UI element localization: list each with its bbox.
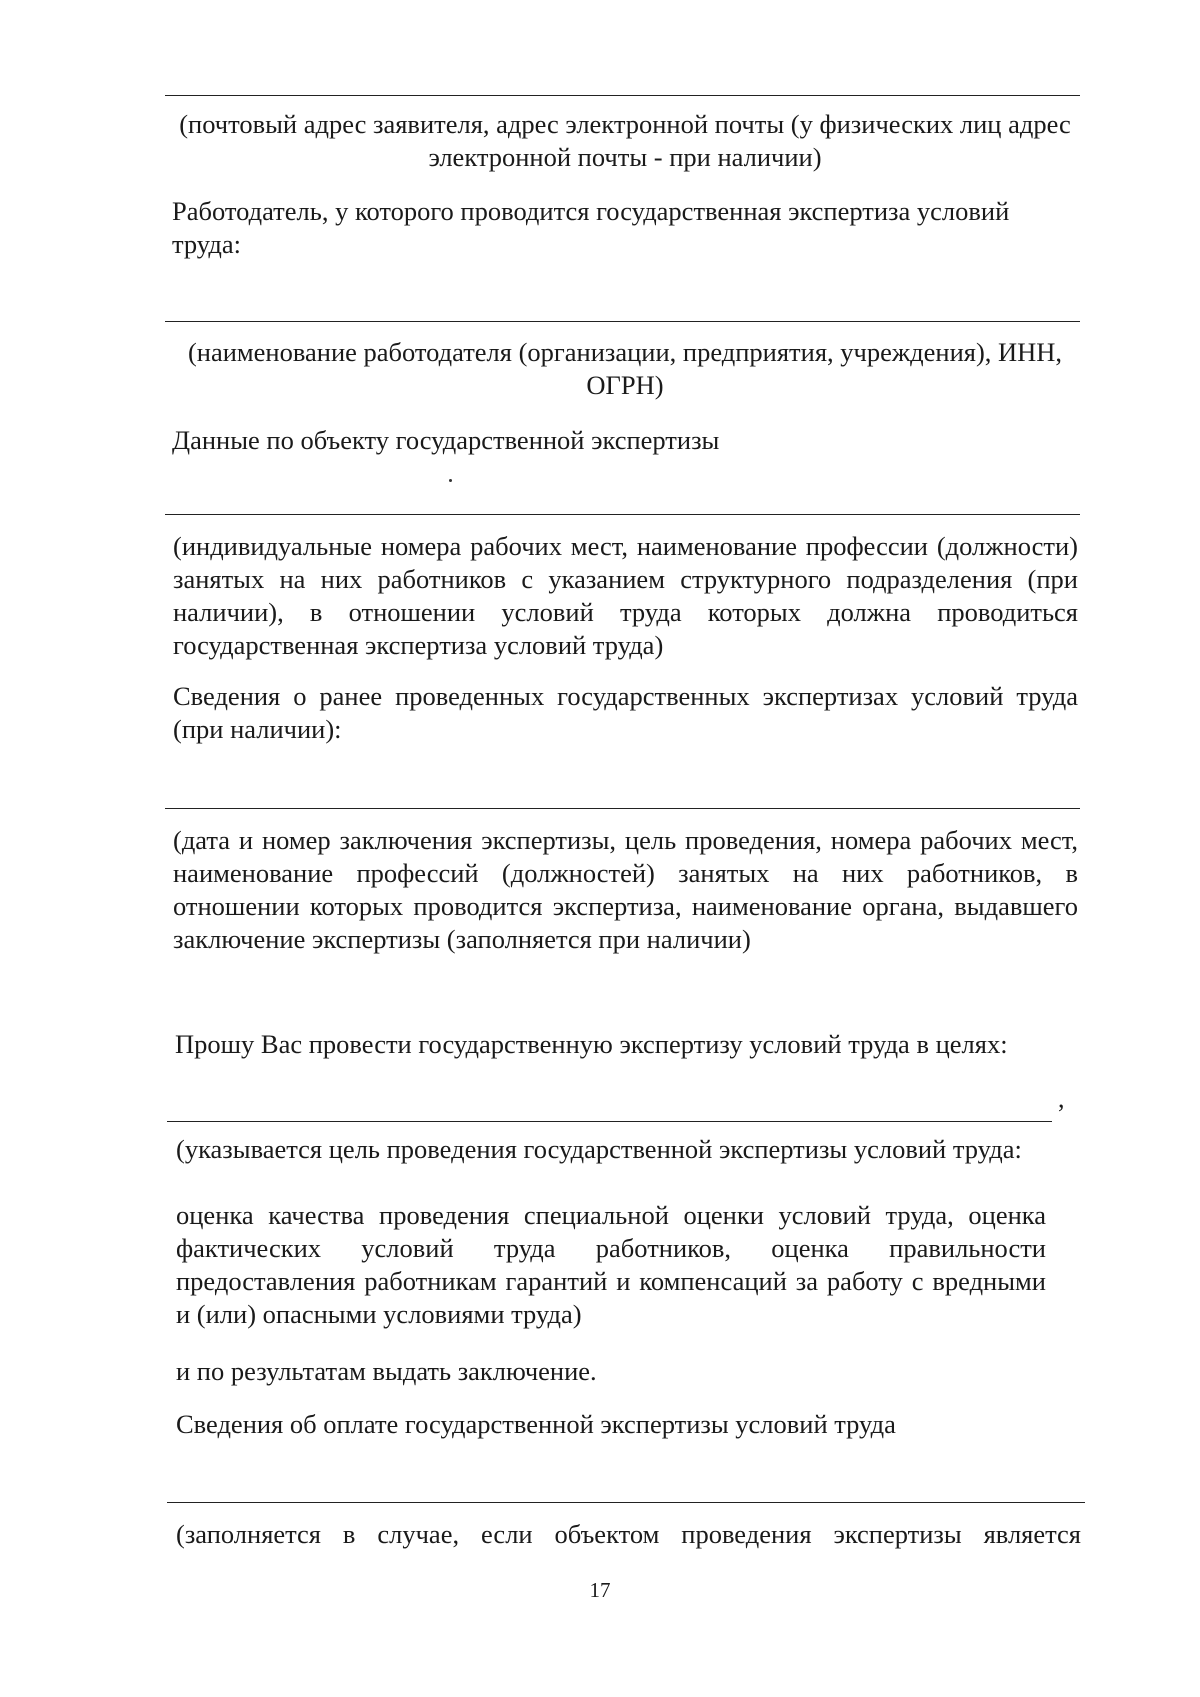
previous-expertise-caption: (дата и номер заключения экспертизы, цель проведения, номера рабочих мест, наименование профессий (должностей) занятых на них работников, в отношении которых проводится экспертиза, наименование органа, выдавшего заключение экспертизы (заполняется при наличии) (173, 825, 1078, 954)
previous-expertise-line (165, 808, 1080, 809)
request-label: Прошу Вас провести государственную экспертизу условий труда в целях: (175, 1029, 1008, 1059)
purpose-line (167, 1121, 1052, 1122)
payment-label: Сведения об оплате государственной экспертизы условий труда (176, 1409, 896, 1439)
payment-caption: (заполняется в случае, если объектом проведения экспертизы является (176, 1519, 1081, 1549)
payment-line (167, 1502, 1085, 1503)
applicant-address-caption: (почтовый адрес заявителя, адрес электронной почты (у физических лиц адрес электронной почты - при наличии) (179, 109, 1071, 172)
purpose-caption: (указывается цель проведения государственной экспертизы условий труда: (176, 1134, 1022, 1164)
object-caption: (индивидуальные номера рабочих мест, наименование профессии (должности) занятых на них работников с указанием структурного подразделения (при наличии), в отношении условий труда которых должна проводиться государственная экспертиза условий труда) (173, 531, 1078, 660)
object-line (165, 514, 1080, 515)
previous-expertise-label: Сведения о ранее проведенных государственных экспертизах условий труда (при наличии): (173, 681, 1078, 744)
applicant-address-line (165, 95, 1080, 96)
employer-label: Работодатель, у которого проводится государственная экспертиза условий труда: (172, 196, 1010, 259)
result-line: и по результатам выдать заключение. (176, 1356, 597, 1386)
employer-caption: (наименование работодателя (организации, предприятия, учреждения), ИНН, ОГРН) (187, 337, 1063, 400)
employer-line (165, 321, 1080, 322)
page-number: 17 (589, 1578, 611, 1602)
trailing-comma: , (1058, 1084, 1065, 1113)
object-label: Данные по объекту государственной экспертизы (172, 425, 720, 455)
purpose-options: оценка качества проведения специальной оценки условий труда, оценка фактических условий труда работников, оценка правильности предоставления работникам гарантий и компенсаций за работу с вредными и (или) опасными условиями труда) (176, 1200, 1046, 1329)
scan-speck (449, 479, 452, 482)
